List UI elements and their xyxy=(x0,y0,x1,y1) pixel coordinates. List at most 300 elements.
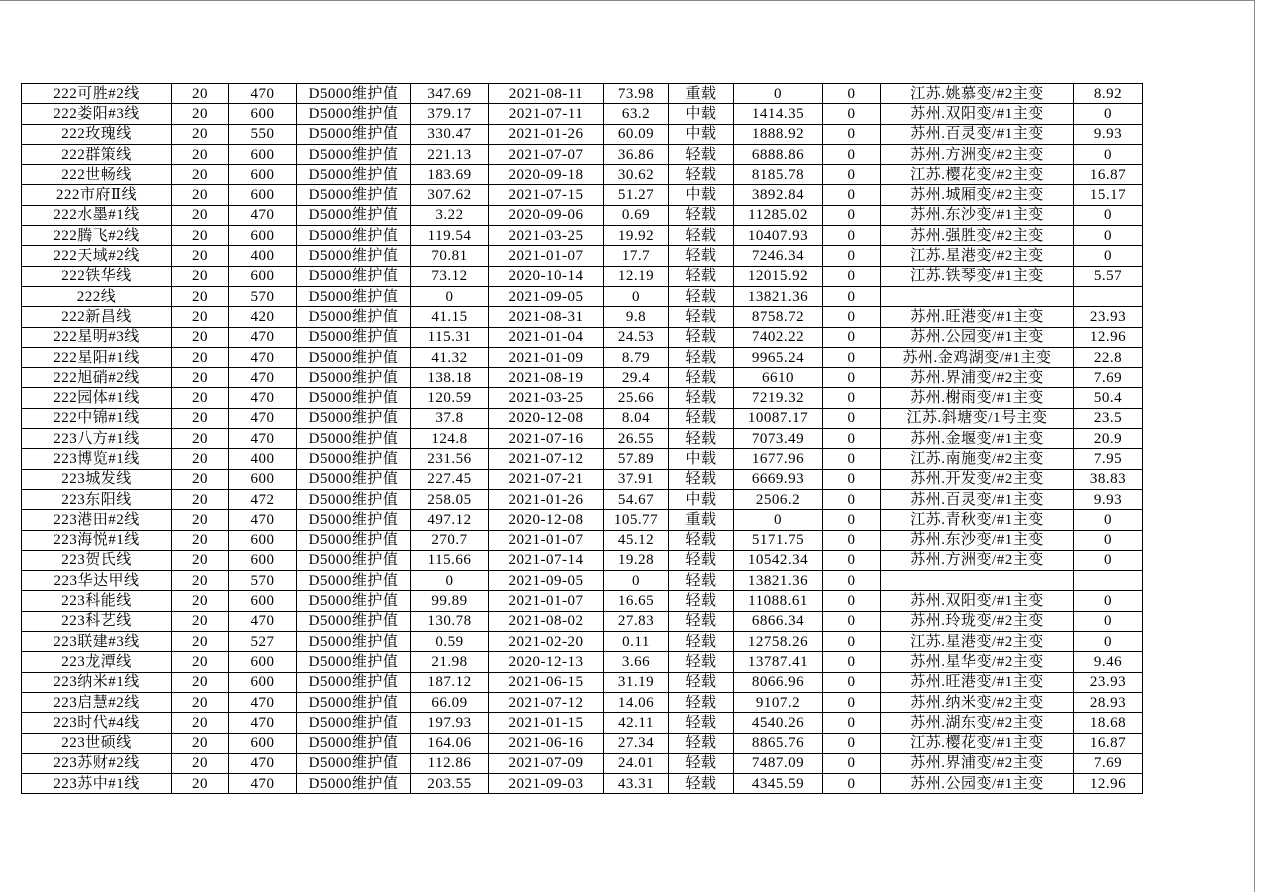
cell-date: 2021-09-03 xyxy=(489,774,604,794)
cell-rated-value: 470 xyxy=(229,368,297,388)
cell-voltage: 20 xyxy=(172,530,229,550)
cell-load-level: 轻载 xyxy=(669,266,734,286)
cell-load: 70.81 xyxy=(411,246,489,266)
cell-margin: 7246.34 xyxy=(734,246,823,266)
cell-load-level: 轻载 xyxy=(669,550,734,570)
cell-data-source: D5000维护值 xyxy=(297,307,411,327)
cell-load: 258.05 xyxy=(411,489,489,509)
table-row xyxy=(22,591,1143,611)
cell-margin: 13787.41 xyxy=(734,652,823,672)
table-row xyxy=(22,672,1143,692)
cell-rated-value: 600 xyxy=(229,144,297,164)
cell-load-rate: 12.19 xyxy=(604,266,669,286)
cell-load: 115.31 xyxy=(411,327,489,347)
cell-margin: 7219.32 xyxy=(734,388,823,408)
cell-voltage: 20 xyxy=(172,774,229,794)
cell-load-rate: 3.66 xyxy=(604,652,669,672)
cell-transformer: 苏州.湖东变/#2主变 xyxy=(881,713,1074,733)
cell-line-name: 222铁华线 xyxy=(22,266,172,286)
cell-line-name: 223华达甲线 xyxy=(22,571,172,591)
cell-transformer-rate: 0 xyxy=(1074,530,1143,550)
cell-date: 2021-07-09 xyxy=(489,753,604,773)
cell-reserve: 0 xyxy=(823,469,881,489)
cell-rated-value: 600 xyxy=(229,185,297,205)
cell-rated-value: 527 xyxy=(229,632,297,652)
cell-load: 231.56 xyxy=(411,449,489,469)
cell-transformer-rate: 0 xyxy=(1074,246,1143,266)
cell-line-name: 222市府Ⅱ线 xyxy=(22,185,172,205)
cell-data-source: D5000维护值 xyxy=(297,510,411,530)
cell-load-rate: 36.86 xyxy=(604,144,669,164)
cell-load-level: 轻载 xyxy=(669,307,734,327)
cell-transformer: 苏州.开发变/#2主变 xyxy=(881,469,1074,489)
cell-transformer-rate xyxy=(1074,571,1143,591)
table-row xyxy=(22,550,1143,570)
cell-transformer xyxy=(881,571,1074,591)
cell-transformer: 江苏.星港变/#2主变 xyxy=(881,246,1074,266)
cell-voltage: 20 xyxy=(172,307,229,327)
cell-reserve: 0 xyxy=(823,692,881,712)
cell-transformer-rate: 0 xyxy=(1074,104,1143,124)
cell-transformer-rate: 0 xyxy=(1074,226,1143,246)
cell-date: 2021-08-02 xyxy=(489,611,604,631)
cell-data-source: D5000维护值 xyxy=(297,713,411,733)
cell-rated-value: 470 xyxy=(229,347,297,367)
cell-voltage: 20 xyxy=(172,327,229,347)
cell-transformer-rate: 16.87 xyxy=(1074,733,1143,753)
cell-load-level: 中载 xyxy=(669,489,734,509)
cell-transformer: 苏州.双阳变/#1主变 xyxy=(881,591,1074,611)
cell-data-source: D5000维护值 xyxy=(297,733,411,753)
cell-load-rate: 25.66 xyxy=(604,388,669,408)
cell-line-name: 223启慧#2线 xyxy=(22,692,172,712)
cell-margin: 7073.49 xyxy=(734,429,823,449)
cell-line-name: 222线 xyxy=(22,286,172,306)
cell-rated-value: 470 xyxy=(229,774,297,794)
cell-voltage: 20 xyxy=(172,449,229,469)
cell-transformer-rate: 5.57 xyxy=(1074,266,1143,286)
cell-margin: 2506.2 xyxy=(734,489,823,509)
cell-transformer: 苏州.榭雨变/#1主变 xyxy=(881,388,1074,408)
cell-load-rate: 24.53 xyxy=(604,327,669,347)
cell-voltage: 20 xyxy=(172,124,229,144)
cell-load-level: 轻载 xyxy=(669,591,734,611)
cell-margin: 8758.72 xyxy=(734,307,823,327)
cell-rated-value: 600 xyxy=(229,469,297,489)
cell-data-source: D5000维护值 xyxy=(297,571,411,591)
cell-reserve: 0 xyxy=(823,347,881,367)
cell-line-name: 223港田#2线 xyxy=(22,510,172,530)
cell-voltage: 20 xyxy=(172,368,229,388)
cell-transformer: 苏州.旺港变/#1主变 xyxy=(881,307,1074,327)
cell-reserve: 0 xyxy=(823,530,881,550)
cell-data-source: D5000维护值 xyxy=(297,429,411,449)
cell-rated-value: 600 xyxy=(229,652,297,672)
cell-load: 3.22 xyxy=(411,205,489,225)
cell-margin: 1888.92 xyxy=(734,124,823,144)
cell-load: 270.7 xyxy=(411,530,489,550)
table-row xyxy=(22,652,1143,672)
cell-load-rate: 105.77 xyxy=(604,510,669,530)
table-row xyxy=(22,104,1143,124)
cell-data-source: D5000维护值 xyxy=(297,368,411,388)
cell-line-name: 223时代#4线 xyxy=(22,713,172,733)
cell-load: 164.06 xyxy=(411,733,489,753)
cell-rated-value: 470 xyxy=(229,611,297,631)
cell-load-rate: 8.79 xyxy=(604,347,669,367)
cell-load-rate: 0 xyxy=(604,571,669,591)
cell-voltage: 20 xyxy=(172,652,229,672)
cell-margin: 13821.36 xyxy=(734,286,823,306)
cell-load-level: 轻载 xyxy=(669,368,734,388)
cell-transformer-rate: 12.96 xyxy=(1074,774,1143,794)
cell-data-source: D5000维护值 xyxy=(297,84,411,104)
cell-margin: 10087.17 xyxy=(734,408,823,428)
table-row xyxy=(22,205,1143,225)
cell-transformer-rate: 12.96 xyxy=(1074,327,1143,347)
cell-date: 2021-07-16 xyxy=(489,429,604,449)
cell-transformer-rate: 9.93 xyxy=(1074,489,1143,509)
cell-data-source: D5000维护值 xyxy=(297,774,411,794)
cell-reserve: 0 xyxy=(823,774,881,794)
cell-transformer: 江苏.铁琴变/#1主变 xyxy=(881,266,1074,286)
cell-load-level: 中载 xyxy=(669,185,734,205)
cell-load: 73.12 xyxy=(411,266,489,286)
cell-voltage: 20 xyxy=(172,733,229,753)
cell-date: 2021-07-11 xyxy=(489,104,604,124)
cell-transformer: 苏州.公园变/#1主变 xyxy=(881,327,1074,347)
cell-data-source: D5000维护值 xyxy=(297,632,411,652)
cell-margin: 12758.26 xyxy=(734,632,823,652)
cell-load-level: 轻载 xyxy=(669,429,734,449)
cell-date: 2021-01-26 xyxy=(489,489,604,509)
cell-voltage: 20 xyxy=(172,632,229,652)
cell-load-level: 轻载 xyxy=(669,632,734,652)
cell-margin: 1677.96 xyxy=(734,449,823,469)
cell-transformer: 苏州.方洲变/#2主变 xyxy=(881,550,1074,570)
cell-data-source: D5000维护值 xyxy=(297,550,411,570)
cell-load-rate: 54.67 xyxy=(604,489,669,509)
cell-rated-value: 600 xyxy=(229,530,297,550)
cell-voltage: 20 xyxy=(172,266,229,286)
cell-load: 41.32 xyxy=(411,347,489,367)
cell-transformer-rate: 0 xyxy=(1074,611,1143,631)
cell-load: 124.8 xyxy=(411,429,489,449)
cell-margin: 8066.96 xyxy=(734,672,823,692)
cell-reserve: 0 xyxy=(823,327,881,347)
cell-transformer-rate: 23.5 xyxy=(1074,408,1143,428)
cell-transformer: 江苏.樱花变/#2主变 xyxy=(881,165,1074,185)
table-row xyxy=(22,469,1143,489)
cell-load: 21.98 xyxy=(411,652,489,672)
cell-line-name: 223纳米#1线 xyxy=(22,672,172,692)
cell-data-source: D5000维护值 xyxy=(297,489,411,509)
cell-voltage: 20 xyxy=(172,226,229,246)
cell-transformer: 苏州.金堰变/#1主变 xyxy=(881,429,1074,449)
cell-load-level: 轻载 xyxy=(669,205,734,225)
cell-voltage: 20 xyxy=(172,205,229,225)
cell-load-level: 轻载 xyxy=(669,753,734,773)
cell-rated-value: 400 xyxy=(229,246,297,266)
cell-reserve: 0 xyxy=(823,449,881,469)
cell-line-name: 222群策线 xyxy=(22,144,172,164)
cell-date: 2021-01-26 xyxy=(489,124,604,144)
cell-load-level: 轻载 xyxy=(669,165,734,185)
cell-date: 2021-07-14 xyxy=(489,550,604,570)
cell-load-rate: 0 xyxy=(604,286,669,306)
cell-margin: 5171.75 xyxy=(734,530,823,550)
cell-load: 197.93 xyxy=(411,713,489,733)
cell-load: 187.12 xyxy=(411,672,489,692)
cell-voltage: 20 xyxy=(172,469,229,489)
table-row xyxy=(22,144,1143,164)
cell-transformer: 苏州.百灵变/#1主变 xyxy=(881,489,1074,509)
cell-date: 2021-01-07 xyxy=(489,591,604,611)
cell-transformer: 苏州.玲珑变/#2主变 xyxy=(881,611,1074,631)
cell-line-name: 222腾飞#2线 xyxy=(22,226,172,246)
cell-transformer: 江苏.星港变/#2主变 xyxy=(881,632,1074,652)
table-body xyxy=(22,84,1143,794)
cell-line-name: 223城发线 xyxy=(22,469,172,489)
cell-load-level: 轻载 xyxy=(669,469,734,489)
cell-data-source: D5000维护值 xyxy=(297,611,411,631)
cell-load-level: 轻载 xyxy=(669,611,734,631)
cell-transformer-rate: 20.9 xyxy=(1074,429,1143,449)
table-row xyxy=(22,774,1143,794)
cell-transformer-rate: 38.83 xyxy=(1074,469,1143,489)
cell-transformer: 苏州.界浦变/#2主变 xyxy=(881,368,1074,388)
cell-reserve: 0 xyxy=(823,246,881,266)
cell-margin: 3892.84 xyxy=(734,185,823,205)
cell-reserve: 0 xyxy=(823,408,881,428)
cell-rated-value: 470 xyxy=(229,713,297,733)
cell-margin: 11285.02 xyxy=(734,205,823,225)
cell-data-source: D5000维护值 xyxy=(297,692,411,712)
cell-margin: 0 xyxy=(734,84,823,104)
cell-load-rate: 51.27 xyxy=(604,185,669,205)
cell-rated-value: 470 xyxy=(229,408,297,428)
cell-reserve: 0 xyxy=(823,591,881,611)
cell-line-name: 222旭硝#2线 xyxy=(22,368,172,388)
cell-margin: 6888.86 xyxy=(734,144,823,164)
cell-line-name: 222星明#3线 xyxy=(22,327,172,347)
cell-reserve: 0 xyxy=(823,429,881,449)
cell-reserve: 0 xyxy=(823,713,881,733)
cell-line-name: 223科艺线 xyxy=(22,611,172,631)
cell-rated-value: 470 xyxy=(229,84,297,104)
cell-reserve: 0 xyxy=(823,368,881,388)
cell-load-rate: 9.8 xyxy=(604,307,669,327)
cell-line-name: 222可胜#2线 xyxy=(22,84,172,104)
cell-reserve: 0 xyxy=(823,753,881,773)
cell-transformer-rate: 7.69 xyxy=(1074,753,1143,773)
cell-line-name: 222玫瑰线 xyxy=(22,124,172,144)
cell-load-level: 轻载 xyxy=(669,347,734,367)
cell-date: 2020-12-13 xyxy=(489,652,604,672)
cell-line-name: 223联建#3线 xyxy=(22,632,172,652)
cell-reserve: 0 xyxy=(823,165,881,185)
cell-voltage: 20 xyxy=(172,104,229,124)
cell-load-rate: 16.65 xyxy=(604,591,669,611)
cell-load: 347.69 xyxy=(411,84,489,104)
cell-load-rate: 42.11 xyxy=(604,713,669,733)
table-row xyxy=(22,510,1143,530)
cell-line-name: 222新昌线 xyxy=(22,307,172,327)
cell-date: 2021-08-11 xyxy=(489,84,604,104)
cell-date: 2021-06-16 xyxy=(489,733,604,753)
cell-transformer-rate: 50.4 xyxy=(1074,388,1143,408)
cell-load-rate: 37.91 xyxy=(604,469,669,489)
cell-transformer-rate: 23.93 xyxy=(1074,307,1143,327)
cell-voltage: 20 xyxy=(172,429,229,449)
cell-line-name: 223科能线 xyxy=(22,591,172,611)
cell-load-rate: 27.83 xyxy=(604,611,669,631)
cell-load-rate: 0.69 xyxy=(604,205,669,225)
cell-rated-value: 600 xyxy=(229,266,297,286)
cell-data-source: D5000维护值 xyxy=(297,388,411,408)
cell-reserve: 0 xyxy=(823,611,881,631)
table-row xyxy=(22,571,1143,591)
cell-voltage: 20 xyxy=(172,571,229,591)
table-row xyxy=(22,327,1143,347)
cell-line-name: 222星阳#1线 xyxy=(22,347,172,367)
cell-load-level: 轻载 xyxy=(669,286,734,306)
cell-reserve: 0 xyxy=(823,124,881,144)
cell-margin: 6669.93 xyxy=(734,469,823,489)
table-row xyxy=(22,368,1143,388)
cell-data-source: D5000维护值 xyxy=(297,327,411,347)
cell-rated-value: 600 xyxy=(229,104,297,124)
cell-voltage: 20 xyxy=(172,510,229,530)
cell-voltage: 20 xyxy=(172,84,229,104)
cell-load-rate: 27.34 xyxy=(604,733,669,753)
cell-data-source: D5000维护值 xyxy=(297,530,411,550)
cell-reserve: 0 xyxy=(823,84,881,104)
cell-date: 2021-01-04 xyxy=(489,327,604,347)
cell-voltage: 20 xyxy=(172,185,229,205)
cell-load-rate: 8.04 xyxy=(604,408,669,428)
cell-load-level: 轻载 xyxy=(669,144,734,164)
cell-rated-value: 600 xyxy=(229,550,297,570)
cell-load-rate: 24.01 xyxy=(604,753,669,773)
cell-transformer: 苏州.公园变/#1主变 xyxy=(881,774,1074,794)
cell-load-level: 轻载 xyxy=(669,652,734,672)
cell-load-level: 重载 xyxy=(669,510,734,530)
cell-load-level: 轻载 xyxy=(669,408,734,428)
cell-line-name: 223海悦#1线 xyxy=(22,530,172,550)
table-row xyxy=(22,713,1143,733)
cell-transformer: 苏州.界浦变/#2主变 xyxy=(881,753,1074,773)
cell-data-source: D5000维护值 xyxy=(297,652,411,672)
table-row xyxy=(22,530,1143,550)
cell-load: 307.62 xyxy=(411,185,489,205)
cell-transformer: 江苏.姚慕变/#2主变 xyxy=(881,84,1074,104)
cell-voltage: 20 xyxy=(172,692,229,712)
cell-date: 2021-03-25 xyxy=(489,388,604,408)
cell-voltage: 20 xyxy=(172,591,229,611)
table-row xyxy=(22,692,1143,712)
cell-voltage: 20 xyxy=(172,550,229,570)
cell-transformer-rate: 7.69 xyxy=(1074,368,1143,388)
cell-line-name: 223贺氏线 xyxy=(22,550,172,570)
cell-transformer-rate: 22.8 xyxy=(1074,347,1143,367)
cell-load-rate: 30.62 xyxy=(604,165,669,185)
cell-line-name: 223苏财#2线 xyxy=(22,753,172,773)
cell-transformer-rate: 18.68 xyxy=(1074,713,1143,733)
cell-load: 138.18 xyxy=(411,368,489,388)
cell-date: 2021-02-20 xyxy=(489,632,604,652)
cell-date: 2020-10-14 xyxy=(489,266,604,286)
cell-date: 2021-01-09 xyxy=(489,347,604,367)
cell-date: 2021-06-15 xyxy=(489,672,604,692)
cell-date: 2021-07-21 xyxy=(489,469,604,489)
table-row xyxy=(22,286,1143,306)
table-row xyxy=(22,611,1143,631)
cell-transformer-rate: 0 xyxy=(1074,591,1143,611)
cell-reserve: 0 xyxy=(823,104,881,124)
cell-line-name: 222中锦#1线 xyxy=(22,408,172,428)
cell-date: 2021-01-07 xyxy=(489,530,604,550)
cell-load: 41.15 xyxy=(411,307,489,327)
cell-load: 379.17 xyxy=(411,104,489,124)
cell-reserve: 0 xyxy=(823,226,881,246)
cell-load: 0.59 xyxy=(411,632,489,652)
cell-data-source: D5000维护值 xyxy=(297,124,411,144)
cell-load: 0 xyxy=(411,571,489,591)
cell-rated-value: 600 xyxy=(229,591,297,611)
cell-margin: 11088.61 xyxy=(734,591,823,611)
cell-data-source: D5000维护值 xyxy=(297,469,411,489)
cell-transformer xyxy=(881,286,1074,306)
table-row xyxy=(22,246,1143,266)
cell-transformer-rate: 23.93 xyxy=(1074,672,1143,692)
cell-load: 221.13 xyxy=(411,144,489,164)
cell-reserve: 0 xyxy=(823,652,881,672)
cell-date: 2021-01-15 xyxy=(489,713,604,733)
cell-reserve: 0 xyxy=(823,733,881,753)
cell-margin: 1414.35 xyxy=(734,104,823,124)
cell-transformer-rate: 9.46 xyxy=(1074,652,1143,672)
cell-load: 112.86 xyxy=(411,753,489,773)
cell-load-rate: 43.31 xyxy=(604,774,669,794)
cell-load-rate: 31.19 xyxy=(604,672,669,692)
cell-load: 130.78 xyxy=(411,611,489,631)
cell-load-rate: 60.09 xyxy=(604,124,669,144)
cell-line-name: 222天域#2线 xyxy=(22,246,172,266)
cell-margin: 10542.34 xyxy=(734,550,823,570)
cell-data-source: D5000维护值 xyxy=(297,226,411,246)
cell-date: 2021-07-15 xyxy=(489,185,604,205)
cell-data-source: D5000维护值 xyxy=(297,591,411,611)
cell-rated-value: 570 xyxy=(229,571,297,591)
cell-date: 2021-07-07 xyxy=(489,144,604,164)
cell-data-source: D5000维护值 xyxy=(297,286,411,306)
cell-transformer: 苏州.强胜变/#2主变 xyxy=(881,226,1074,246)
cell-load-level: 轻载 xyxy=(669,733,734,753)
cell-margin: 6610 xyxy=(734,368,823,388)
cell-transformer: 苏州.纳米变/#2主变 xyxy=(881,692,1074,712)
cell-transformer-rate: 16.87 xyxy=(1074,165,1143,185)
table-row xyxy=(22,733,1143,753)
cell-load-level: 轻载 xyxy=(669,246,734,266)
cell-reserve: 0 xyxy=(823,286,881,306)
cell-transformer-rate: 0 xyxy=(1074,632,1143,652)
data-table xyxy=(21,83,1143,794)
cell-voltage: 20 xyxy=(172,713,229,733)
cell-load-rate: 73.98 xyxy=(604,84,669,104)
cell-date: 2021-07-12 xyxy=(489,692,604,712)
cell-load: 99.89 xyxy=(411,591,489,611)
